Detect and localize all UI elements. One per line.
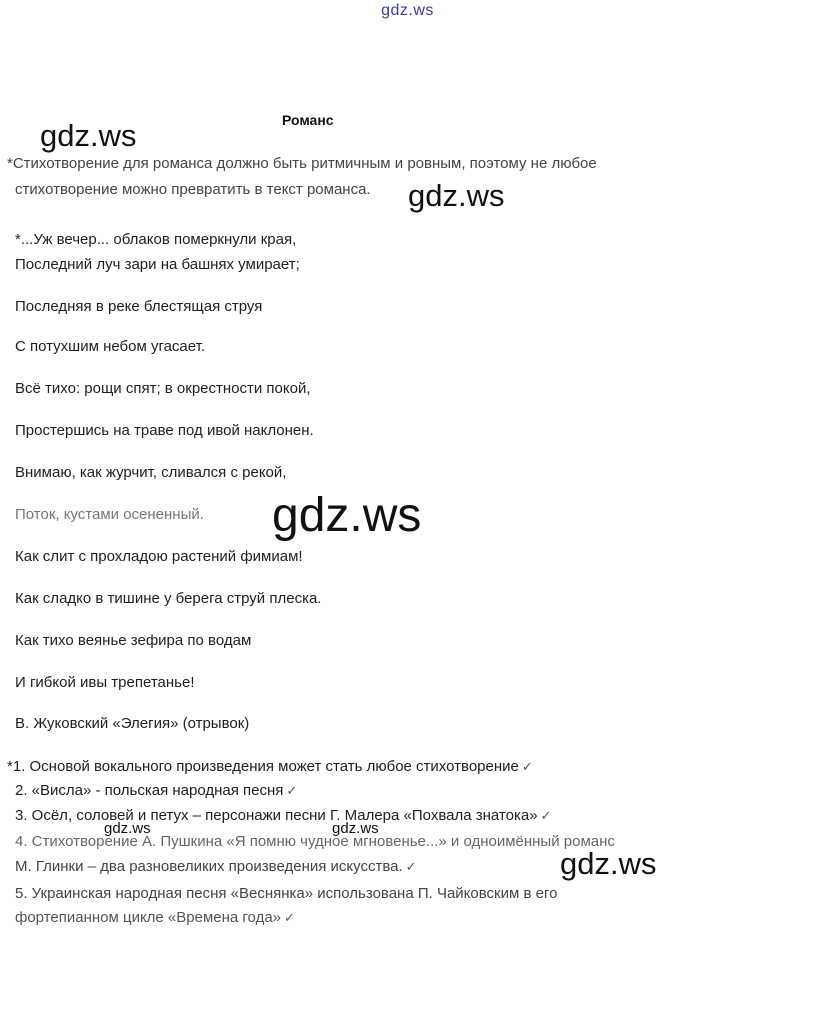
- check-icon: ✓: [284, 910, 295, 925]
- check-icon: ✓: [540, 808, 552, 823]
- watermark: gdz.ws: [272, 489, 422, 542]
- answer-4-line-1: 4. Стихотворение А. Пушкина «Я помню чудное мгновенье...» и одноимённый романс: [15, 833, 615, 850]
- watermark: gdz.ws: [104, 820, 151, 837]
- intro-line-1: *Стихотворение для романса должно быть ритмичным и ровным, поэтому не любое: [7, 155, 597, 172]
- poem-line: *...Уж вечер... облаков померкнули края,: [15, 231, 297, 248]
- answer-text: М. Глинки – два разновеликих произведения искусства.: [15, 858, 403, 875]
- page-title: Романс: [282, 112, 334, 128]
- poem-line: Всё тихо: рощи спят; в окрестности покой,: [15, 380, 311, 397]
- check-icon: ✓: [286, 783, 298, 798]
- poem-attribution: В. Жуковский «Элегия» (отрывок): [15, 715, 250, 732]
- answer-text: *1. Основой вокального произведения может стать любое стихотворение: [7, 758, 519, 775]
- poem-line: Простершись на траве под ивой наклонен.: [15, 422, 314, 439]
- watermark: gdz.ws: [40, 118, 137, 153]
- answer-text: 2. «Висла» - польская народная песня: [15, 782, 284, 799]
- poem-line: Внимаю, как журчит, сливался с рекой,: [15, 464, 287, 481]
- answer-text: фортепианном цикле «Времена года»: [15, 909, 282, 926]
- answer-1: [7, 758, 533, 775]
- answer-text: 3. Осёл, соловей и петух – персонажи песни Г. Малера «Похвала знатока»: [15, 807, 538, 824]
- check-icon: ✓: [405, 859, 417, 874]
- check-icon: ✓: [521, 759, 533, 774]
- answer-5-line-1: 5. Украинская народная песня «Веснянка» использована П. Чайковским в его: [15, 885, 558, 902]
- poem-line: Как сладко в тишине у берега струй плеска.: [15, 590, 322, 607]
- watermark: gdz.ws: [560, 846, 657, 881]
- watermark: gdz.ws: [408, 178, 505, 213]
- poem-line: Как слит с прохладою растений фимиам!: [15, 548, 303, 565]
- poem-line: Как тихо веянье зефира по водам: [15, 632, 252, 649]
- poem-line: С потухшим небом угасает.: [15, 338, 205, 355]
- intro-line-2: стихотворение можно превратить в текст романса.: [15, 181, 371, 198]
- watermark: gdz.ws: [332, 820, 379, 837]
- answer-4-line-2: [15, 858, 417, 875]
- answer-3: [15, 807, 551, 824]
- poem-line: Последний луч зари на башнях умирает;: [15, 256, 300, 273]
- answer-5-line-2: [15, 909, 295, 926]
- answer-2: [15, 782, 297, 799]
- poem-line: Поток, кустами осененный.: [15, 506, 204, 523]
- poem-line: Последняя в реке блестящая струя: [15, 298, 263, 315]
- poem-line: И гибкой ивы трепетанье!: [15, 674, 195, 691]
- top-watermark: gdz.ws: [381, 2, 434, 19]
